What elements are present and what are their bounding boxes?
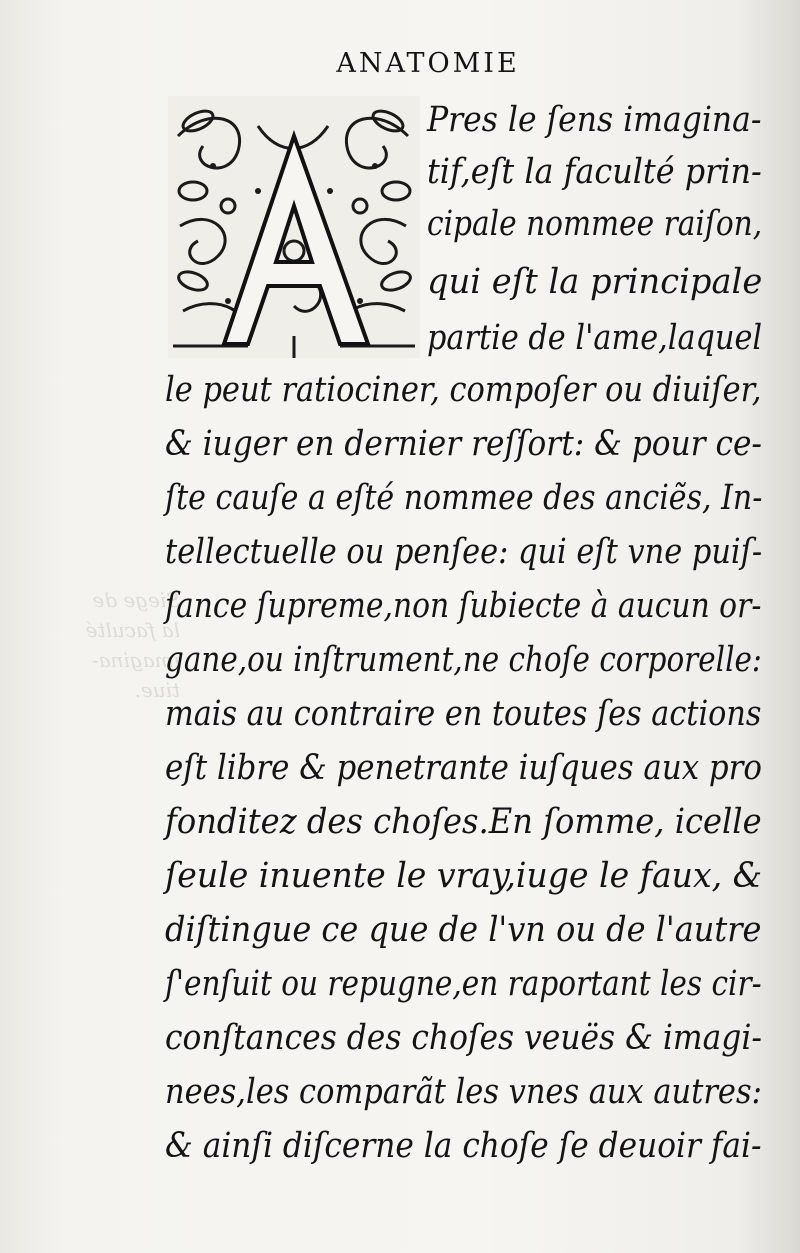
- text-line: tellectuelle ou penſee: qui eſt vne puiſ-: [165, 532, 763, 572]
- running-header-text: ANATOMIE: [336, 48, 520, 79]
- text-line: & ainſi diſcerne la choſe ſe deuoir fai-: [165, 1126, 762, 1166]
- text-line: conſtances des choſes veuës & imagi-: [165, 1018, 762, 1058]
- text-line: eſt libre & penetrante iuſques aux pro: [165, 748, 763, 788]
- text-line: ſance ſupreme,non ſubiecte à aucun or-: [165, 586, 762, 626]
- text-line: fonditez des choſes.En ſomme, icelle: [165, 802, 762, 842]
- text-line: gane,ou inſtrument,ne choſe corporelle:: [165, 640, 762, 680]
- text-line: diſtingue ce que de l'vn ou de l'autre: [165, 910, 762, 950]
- text-line: ſeule inuente le vray,iuge le faux, &: [165, 856, 763, 896]
- bleed-through-margin-note: [40, 585, 180, 715]
- bleed-line: tiue.: [134, 678, 180, 702]
- bleed-line: la faculté: [85, 618, 180, 642]
- running-header: [0, 48, 800, 79]
- bleed-line: imagina-: [91, 648, 180, 672]
- text-line: tif,eſt la faculté prin-: [427, 152, 762, 192]
- text-line: & iuger en dernier reſſort: & pour ce-: [165, 424, 762, 464]
- text-line: partie de l'ame,laquel: [427, 318, 763, 358]
- text-line: ſte cauſe a eſté nommee des anciẽs, In-: [165, 478, 763, 518]
- text-line: ſ'enſuit ou repugne,en raportant les cir-: [165, 964, 762, 1004]
- decorated-initial-a: [168, 96, 420, 358]
- bleed-line: Siege de: [92, 588, 180, 612]
- text-line: mais au contraire en toutes ſes actions: [165, 694, 762, 734]
- text-line: Pres le ſens imagina-: [427, 100, 762, 140]
- text-line: nees,les comparãt les vnes aux autres:: [165, 1072, 762, 1112]
- text-line: qui eſt la principale: [427, 262, 763, 302]
- text-line: cipale nommee raiſon,: [427, 204, 763, 244]
- text-line: le peut ratiociner, compoſer ou diuiſer,: [165, 370, 762, 410]
